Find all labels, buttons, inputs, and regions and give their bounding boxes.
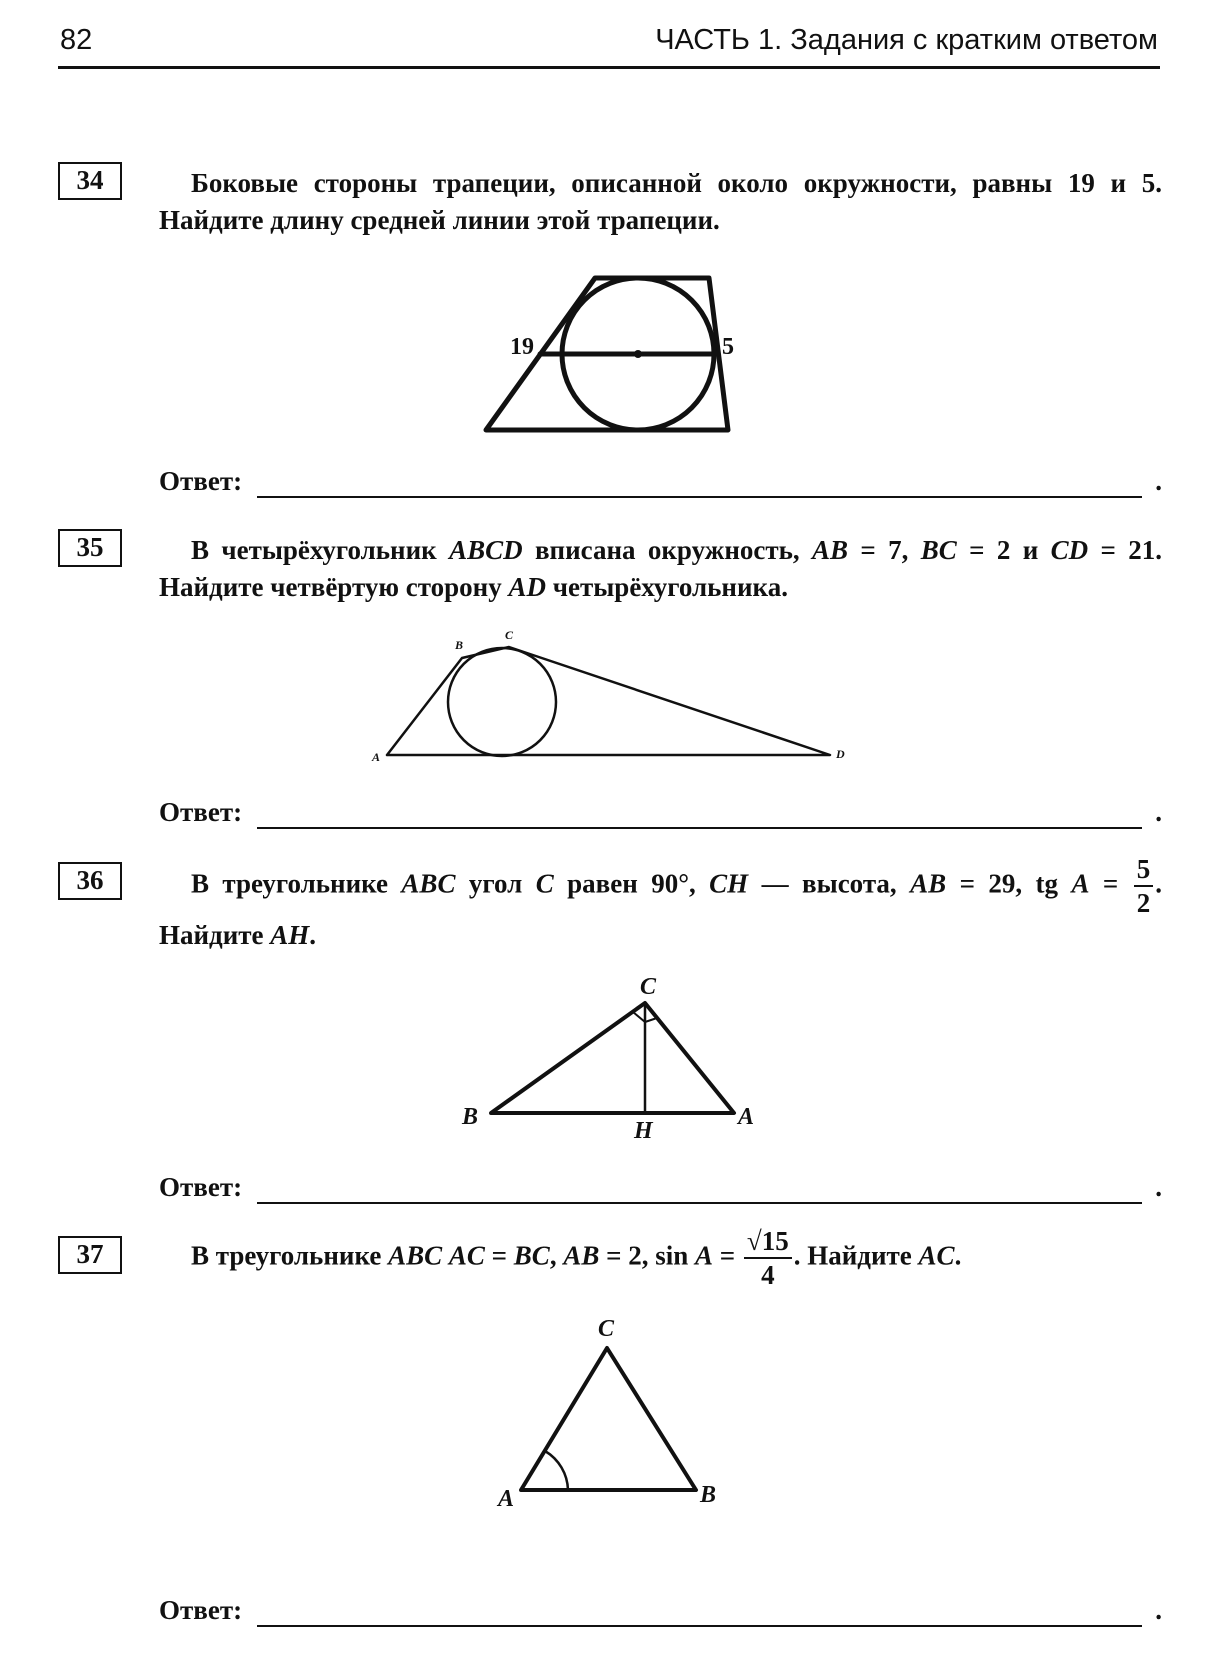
vertex-A: A [372, 750, 381, 764]
task-34-number: 34 [58, 162, 122, 200]
task-37-number: 37 [58, 1236, 122, 1274]
vertex-B: B [462, 1104, 479, 1130]
vertex-B: B [455, 638, 464, 652]
sin-fraction: $\frac{√15}{4}$ [744, 1228, 792, 1289]
vertex-H: H [634, 1118, 653, 1144]
task-36-answer: Ответ: . [159, 1172, 1162, 1202]
task-34-answer: Ответ: . [159, 466, 1162, 496]
task-36-number: 36 [58, 862, 122, 900]
task-36-text: В треугольнике ABC угол C равен 90°, CH — высота, AB = 29, tg A = $\frac{5}{2}$ . Найдите AH. [159, 854, 1162, 950]
label-5: 5 [722, 334, 734, 360]
label-19: 19 [510, 334, 534, 360]
quadrilateral [387, 647, 830, 755]
triangle [521, 1348, 696, 1490]
task-35-figure [387, 647, 830, 756]
vertex-C: C [505, 628, 514, 642]
answer-label: Ответ: [159, 797, 243, 827]
task-36-figure [491, 1003, 734, 1113]
task-35-text: В четырёхугольник ABCD вписана окружность, AB = 7, BC = 2 и CD = 21. Найдите четвёртую сторону AD четырёхугольника. [159, 535, 1162, 602]
vertex-A: A [498, 1486, 515, 1512]
vertex-A: A [738, 1104, 755, 1130]
inscribed-circle [448, 648, 556, 756]
tg-fraction: $\frac{5}{2}$ [1134, 856, 1154, 917]
vertex-B: B [700, 1482, 717, 1508]
angle-arc [545, 1451, 568, 1490]
answer-label: Ответ: [159, 1595, 243, 1625]
page-number: 82 [60, 24, 93, 56]
task-35-number: 35 [58, 529, 122, 567]
vertex-C: C [598, 1316, 615, 1342]
answer-label: Ответ: [159, 466, 243, 496]
task-37-answer: Ответ: . [159, 1595, 1162, 1625]
answer-label: Ответ: [159, 1172, 243, 1202]
task-34-text: Боковые стороны трапеции, описанной около окружности, равны 19 и 5. Найдите длину средней линии этой трапеции. [159, 168, 1162, 235]
triangle [491, 1003, 734, 1113]
part-title: ЧАСТЬ 1. Задания с кратким ответом [655, 24, 1158, 56]
task-37-figure [521, 1348, 696, 1490]
task-35-answer: Ответ: . [159, 797, 1162, 827]
task-37-text: В треугольнике ABC AC = BC, AB = 2, sin A = $\frac{√15}{4}$ . Найдите AC. [191, 1226, 962, 1290]
circle-center [634, 350, 642, 358]
vertex-D: D [836, 747, 845, 761]
vertex-C: C [640, 974, 657, 1000]
